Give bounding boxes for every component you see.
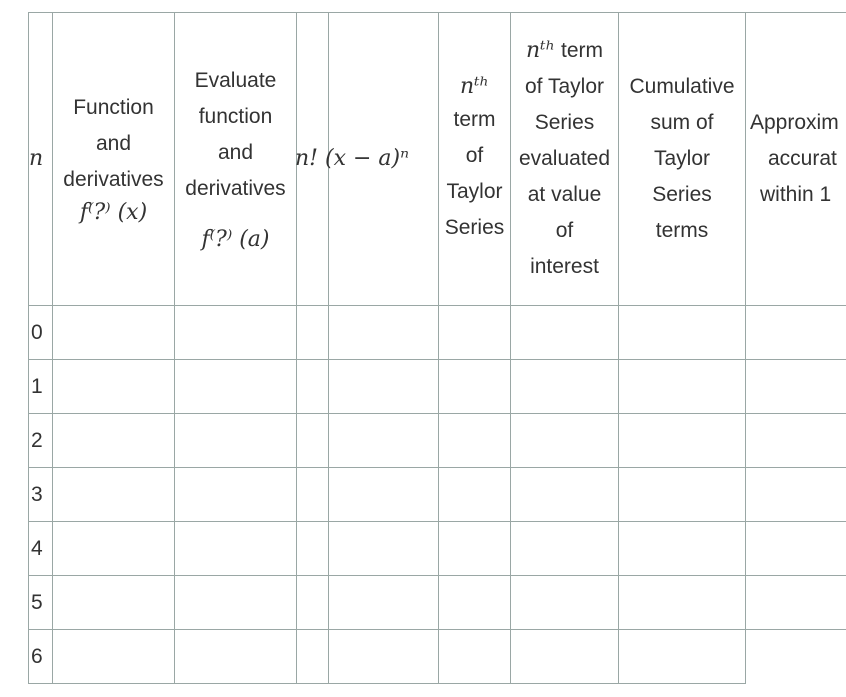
header-evaluated-line7: interest [530, 255, 599, 278]
cell-function[interactable] [53, 414, 175, 468]
cell-approx[interactable] [746, 576, 846, 630]
header-function-line3: derivatives [63, 168, 164, 191]
header-approx-line3: within 1 [760, 183, 832, 206]
cell-spacer [329, 414, 439, 468]
cell-evaluate[interactable] [175, 630, 297, 684]
header-function-math: f⁽?⁾ (x) [79, 200, 148, 225]
header-evaluated-line4: evaluated [518, 147, 611, 170]
header-n [29, 13, 53, 306]
header-evaluated-line2: of Taylor [525, 75, 604, 98]
header-approx [746, 13, 846, 306]
cell-nth-term[interactable] [439, 630, 511, 684]
header-nth-term-col [439, 13, 511, 306]
header-evaluate-line1: Evaluate [194, 69, 277, 92]
header-function-line1: Function [73, 96, 154, 119]
header-nth-term-line2: of [465, 144, 484, 167]
header-evaluate-line3: and [217, 141, 254, 164]
header-evaluate-line2: function [198, 105, 273, 128]
cell-spacer [329, 576, 439, 630]
cell-nth-term[interactable] [439, 522, 511, 576]
table-row [29, 522, 846, 576]
cell-evaluate[interactable] [175, 360, 297, 414]
cell-evaluate[interactable] [175, 414, 297, 468]
header-evaluated-line1: term [560, 39, 603, 62]
cell-cumulative[interactable] [619, 414, 746, 468]
table-row [29, 306, 846, 360]
cell-nfactorial[interactable] [297, 576, 329, 630]
header-evaluate-line4: derivatives [185, 177, 286, 200]
cell-nth-term[interactable] [439, 306, 511, 360]
header-evaluated-line5: at value [527, 183, 602, 206]
taylor-series-table [28, 12, 846, 684]
row-label: 2 [29, 414, 53, 468]
row-label: 4 [29, 522, 53, 576]
header-cumulative-line2: sum of [650, 111, 714, 134]
cell-nfactorial[interactable] [297, 522, 329, 576]
header-approx-line2: accurat [768, 147, 837, 170]
cell-nth-evaluated[interactable] [511, 306, 619, 360]
cell-nfactorial[interactable] [297, 360, 329, 414]
cell-cumulative[interactable] [619, 360, 746, 414]
cell-function[interactable] [53, 360, 175, 414]
row-label: 0 [29, 306, 53, 360]
cell-nth-term[interactable] [439, 576, 511, 630]
cell-cumulative[interactable] [619, 468, 746, 522]
cell-function[interactable] [53, 468, 175, 522]
cell-approx[interactable] [746, 522, 846, 576]
header-evaluated-math: nᵗʰ [526, 38, 556, 63]
row-label: 5 [29, 576, 53, 630]
header-nfactorial [295, 13, 410, 306]
table-row [29, 414, 846, 468]
cell-function[interactable] [53, 630, 175, 684]
header-cumulative-line5: terms [655, 219, 709, 242]
header-evaluate-function [175, 13, 297, 306]
row-label: 1 [29, 360, 53, 414]
cell-nfactorial[interactable] [297, 306, 329, 360]
cell-function[interactable] [53, 576, 175, 630]
cell-nfactorial[interactable] [297, 630, 329, 684]
cell-nth-evaluated[interactable] [511, 414, 619, 468]
cell-nfactorial[interactable] [297, 468, 329, 522]
taylor-series-table-container [28, 12, 846, 684]
cell-evaluate[interactable] [175, 576, 297, 630]
header-nth-term-line1: term [453, 108, 496, 131]
cell-nth-evaluated[interactable] [511, 468, 619, 522]
header-cumulative-line4: Series [652, 183, 712, 206]
header-cumulative-line3: Taylor [653, 147, 711, 170]
cell-function[interactable] [53, 306, 175, 360]
table-row [29, 630, 846, 684]
header-row [29, 13, 846, 306]
header-nfactorial-math: n! (x − a)ⁿ [295, 146, 410, 171]
cell-approx[interactable] [746, 630, 846, 684]
cell-nth-evaluated[interactable] [511, 630, 619, 684]
table-row [29, 576, 846, 630]
cell-nth-term[interactable] [439, 468, 511, 522]
header-cumulative-line1: Cumulative [629, 75, 735, 98]
cell-spacer [329, 522, 439, 576]
cell-cumulative[interactable] [619, 576, 746, 630]
cell-approx[interactable] [746, 360, 846, 414]
cell-cumulative[interactable] [619, 306, 746, 360]
cell-nth-evaluated[interactable] [511, 360, 619, 414]
cell-spacer [329, 468, 439, 522]
header-nth-term-line4: Series [444, 216, 505, 239]
table-row [29, 468, 846, 522]
header-evaluated-first-line [511, 33, 618, 69]
header-function-line2: and [95, 132, 132, 155]
cell-nth-term[interactable] [439, 360, 511, 414]
header-evaluated-line6: of [555, 219, 574, 242]
cell-evaluate[interactable] [175, 522, 297, 576]
header-approx-line1: Approxim [750, 111, 839, 134]
cell-approx[interactable] [746, 468, 846, 522]
header-nth-term-evaluated [511, 13, 619, 306]
row-label: 6 [29, 630, 53, 684]
cell-nth-evaluated[interactable] [511, 576, 619, 630]
cell-nfactorial[interactable] [297, 414, 329, 468]
cell-approx[interactable] [746, 414, 846, 468]
table-row [29, 360, 846, 414]
cell-evaluate[interactable] [175, 306, 297, 360]
cell-cumulative[interactable] [619, 630, 746, 684]
header-evaluate-math: f⁽?⁾ (a) [201, 227, 270, 252]
cell-evaluate[interactable] [175, 468, 297, 522]
header-cumulative [619, 13, 746, 306]
cell-function[interactable] [53, 522, 175, 576]
cell-spacer [329, 306, 439, 360]
cell-nth-term[interactable] [439, 414, 511, 468]
header-evaluated-line3: Series [534, 111, 595, 134]
header-n-symbol: n [29, 146, 44, 171]
cell-spacer [329, 360, 439, 414]
cell-nth-evaluated[interactable] [511, 522, 619, 576]
row-label: 3 [29, 468, 53, 522]
cell-cumulative[interactable] [619, 522, 746, 576]
header-nth-term-line3: Taylor [446, 180, 503, 203]
cell-spacer [329, 630, 439, 684]
header-function-derivatives [53, 13, 175, 306]
cell-approx[interactable] [746, 306, 846, 360]
header-nth-term-math: nᵗʰ [459, 74, 490, 99]
